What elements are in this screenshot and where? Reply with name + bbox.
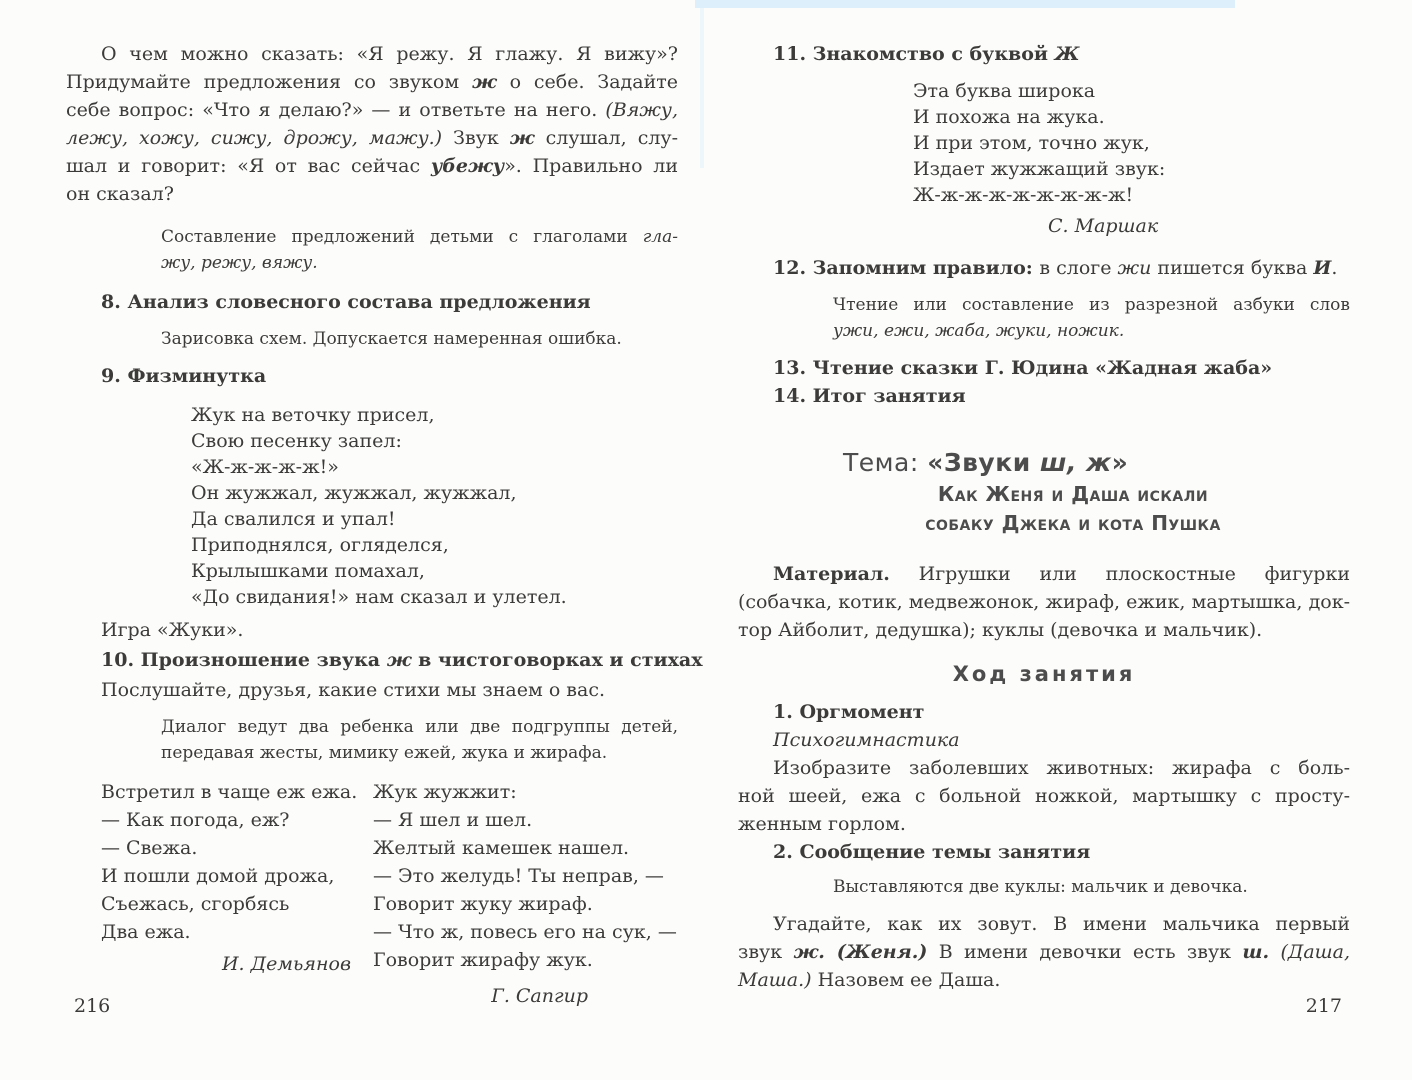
text-run: убежу [430,155,505,177]
remark [833,874,1350,900]
poem-line: — Я шел и шел. [373,809,533,831]
poem [191,402,678,610]
paragraph-line [738,966,1350,994]
text-run: ной шеей, ежа с больной ножкой, мартышку с просту- [738,785,1350,807]
text-run: 11. Знакомство с буквой [773,43,1055,65]
text-run: Выставляются две куклы: мальчик и девочка. [833,877,1248,897]
section-heading [773,382,1350,410]
text-run: 8. Анализ словесного состава предложения [101,291,591,313]
text-run: 10. Произношение звука [101,649,387,671]
remark-line [833,292,1350,318]
paragraph-line [738,616,1350,644]
text-run: (собачка, котик, медвежонок, жираф, ежик, мартышка, док- [738,591,1350,613]
remark [161,326,678,352]
poem-line: «До свидания!» нам сказал и улетел. [191,586,567,608]
text-run: Игра «Жуки». [101,619,244,641]
paragraph-line [66,152,678,180]
remark [161,224,678,276]
poem-line: Издает жужжащий звук: [913,158,1166,180]
text-run: Игрушки или плоскостные фигурки [889,563,1350,585]
text-run: слушал, слу- [534,127,678,149]
paragraph-line [66,180,678,208]
section-heading [101,646,703,674]
text-run: 12. Запомним правило: [773,257,1040,279]
remark-line [833,874,1350,900]
text-run: он сказал? [66,183,174,205]
poem-line: И пошли домой дрожа, [101,865,335,887]
scan-artifact-gutter-line [700,8,704,168]
text-run: жи [1117,257,1152,279]
remark-line [161,714,678,740]
text-run [1269,941,1280,963]
poem-line: Жук на веточку присел, [191,404,435,426]
text-run: Ж [1054,43,1080,65]
text-run: Изобразите заболевших животных: жирафа с боль- [773,757,1350,779]
poem-author: Г. Сапгир [491,985,588,1007]
left-page [66,0,703,1010]
text-run: ж [471,71,497,93]
text-run: Материал. [773,563,890,585]
text-run: ж [386,649,412,671]
text-run: в чистоговорках и стихах [411,649,703,671]
dialogue-column [101,778,358,1010]
paragraph-line [738,810,1350,838]
paragraph-line [66,124,678,152]
paragraph [738,910,1350,994]
paragraph [738,560,1350,644]
text-run: Чтение или составление из разрезной азбуки слов [833,295,1350,315]
dialogue-column [373,778,677,1010]
poem-line: Да свалился и упал! [191,508,396,530]
poem-line: — Что ж, повесь его на сук, — [373,921,677,943]
text-line [101,676,678,704]
poem-line: Крылышками помахал, [191,560,425,582]
text-run: звук [738,941,794,963]
paragraph-line [738,754,1350,782]
poem-line: — Свежа. [101,837,198,859]
course-section-heading: Ход занятия [952,662,1136,686]
poem-line: Съежась, сгорбясь [101,893,290,915]
paragraph-line [738,910,1350,938]
text-run: Назовем ее Даша. [811,969,1001,991]
poem-line: — Как погода, еж? [101,809,290,831]
text-run: Послушайте, друзья, какие стихи мы знаем о вас. [101,679,606,701]
text-run: «Звуки [927,448,1040,477]
poem-line: — Это желудь! Ты неправ, — [373,865,664,887]
text-run: ж [509,127,535,149]
poem-line: Два ежа. [101,921,191,943]
paragraph-line [66,96,678,124]
text-run: Тема: [843,448,928,477]
remark-line [833,318,1350,344]
text-run: Составление предложений детьми с глаголами [161,227,643,247]
poem-line: Жук жужжит: [373,781,517,803]
section-heading [773,698,1350,726]
text-run: ужи, ежи, жаба, жуки, ножик. [833,321,1125,341]
poem-line: Он жужжал, жужжал, жужжал, [191,482,517,504]
page-number-left: 216 [74,995,111,1017]
poem-line: Приподнялся, огляделся, [191,534,449,556]
remark [161,714,678,766]
right-page [738,0,1350,994]
dialogue-columns [66,778,678,1010]
theme-subtitle: собаку Джека и кота Пушка [925,511,1221,535]
remark-line [161,740,678,766]
poem-author: И. Демьянов [221,953,351,975]
text-run: 13. Чтение сказки Г. Юдина «Жадная жаба» [773,357,1273,379]
text-run: О чем можно сказать: «Я режу. Я глажу. Я вижу»? [101,43,678,65]
paragraph [738,754,1350,838]
paragraph-line [738,588,1350,616]
text-run: шал и говорит: «Я от вас сейчас [66,155,431,177]
text-line [101,616,678,644]
text-run: 2. Сообщение темы занятия [773,841,1091,863]
text-run: Угадайте, как их зовут. В имени мальчика первый [773,913,1350,935]
poem-line: Свою песенку запел: [191,430,402,452]
text-run: ш. [1242,941,1270,963]
text-run: женным горлом. [738,813,906,835]
text-run: Психогимнастика [773,729,960,751]
text-run: передавая жесты, мимику ежей, жука и жирафа. [161,743,608,763]
paragraph-line [66,68,678,96]
text-run: о себе. Задайте [496,71,678,93]
theme-subtitle: Как Женя и Даша искали [937,482,1209,506]
text-run: ш, ж [1039,448,1112,477]
text-run: (Даша, [1280,941,1351,963]
section-heading [773,254,1350,282]
remark [833,292,1350,344]
text-run: И [1313,257,1332,279]
text-run: гла- [642,227,678,247]
poem-line: Говорит жирафу жук. [373,949,593,971]
poem-line: «Ж-ж-ж-ж-ж!» [191,456,339,478]
text-run: ». Правильно ли [504,155,678,177]
text-run: 1. Оргмомент [773,701,925,723]
poem-line: Встретил в чаще еж ежа. [101,781,358,803]
poem-author: С. Маршак [1048,215,1159,237]
text-run: 9. Физминутка [101,365,267,387]
poem-line: Эта буква широка [913,80,1096,102]
text-run: . [1331,257,1338,279]
paragraph-line [738,782,1350,810]
page-number-right: 217 [1305,995,1342,1017]
text-run: (Вяжу, [605,99,678,121]
text-run: » [1111,448,1129,477]
section-heading [773,838,1350,866]
text-run: ж. (Женя.) [793,941,928,963]
paragraph-line [738,938,1350,966]
poem-line: И при этом, точно жук, [913,132,1150,154]
text-run: В имени девочки есть звук [927,941,1243,963]
section-heading [773,40,1350,68]
remark-line [161,224,678,250]
text-run: себе вопрос: «Что я делаю?» — и ответьте на него. [66,99,606,121]
text-run: Зарисовка схем. Допускается намеренная ошибка. [161,329,622,349]
remark-line [161,250,678,276]
text-run: 14. Итог занятия [773,385,966,407]
text-run: тор Айболит, дедушка); куклы (девочка и мальчик). [738,619,1263,641]
text-line [773,726,1350,754]
text-run: пишется буква [1151,257,1314,279]
paragraph-line [738,560,1350,588]
poem-line: Желтый камешек нашел. [373,837,630,859]
text-run: в слоге [1039,257,1118,279]
paragraph [66,40,678,208]
text-run: Звук [442,127,510,149]
lesson-theme [738,446,1350,538]
text-run: Диалог ведут два ребенка или две подгруппы детей, [161,717,678,737]
remark-line [161,326,678,352]
text-run: жу, режу, вяжу. [161,253,318,273]
poem-line: Ж-ж-ж-ж-ж-ж-ж-ж-ж! [913,184,1134,206]
section-heading [101,288,678,316]
poem-line: Говорит жуку жираф. [373,893,593,915]
section-heading [101,362,678,390]
paragraph-line [66,40,678,68]
theme-title [843,446,1350,480]
text-run: Маша.) [738,969,812,991]
section-heading [773,354,1350,382]
text-run: лежу, хожу, сижу, дрожу, мажу.) [66,127,443,149]
text-run: Придумайте предложения со звуком [66,71,472,93]
poem-line: И похожа на жука. [913,106,1105,128]
poem [913,78,1350,208]
